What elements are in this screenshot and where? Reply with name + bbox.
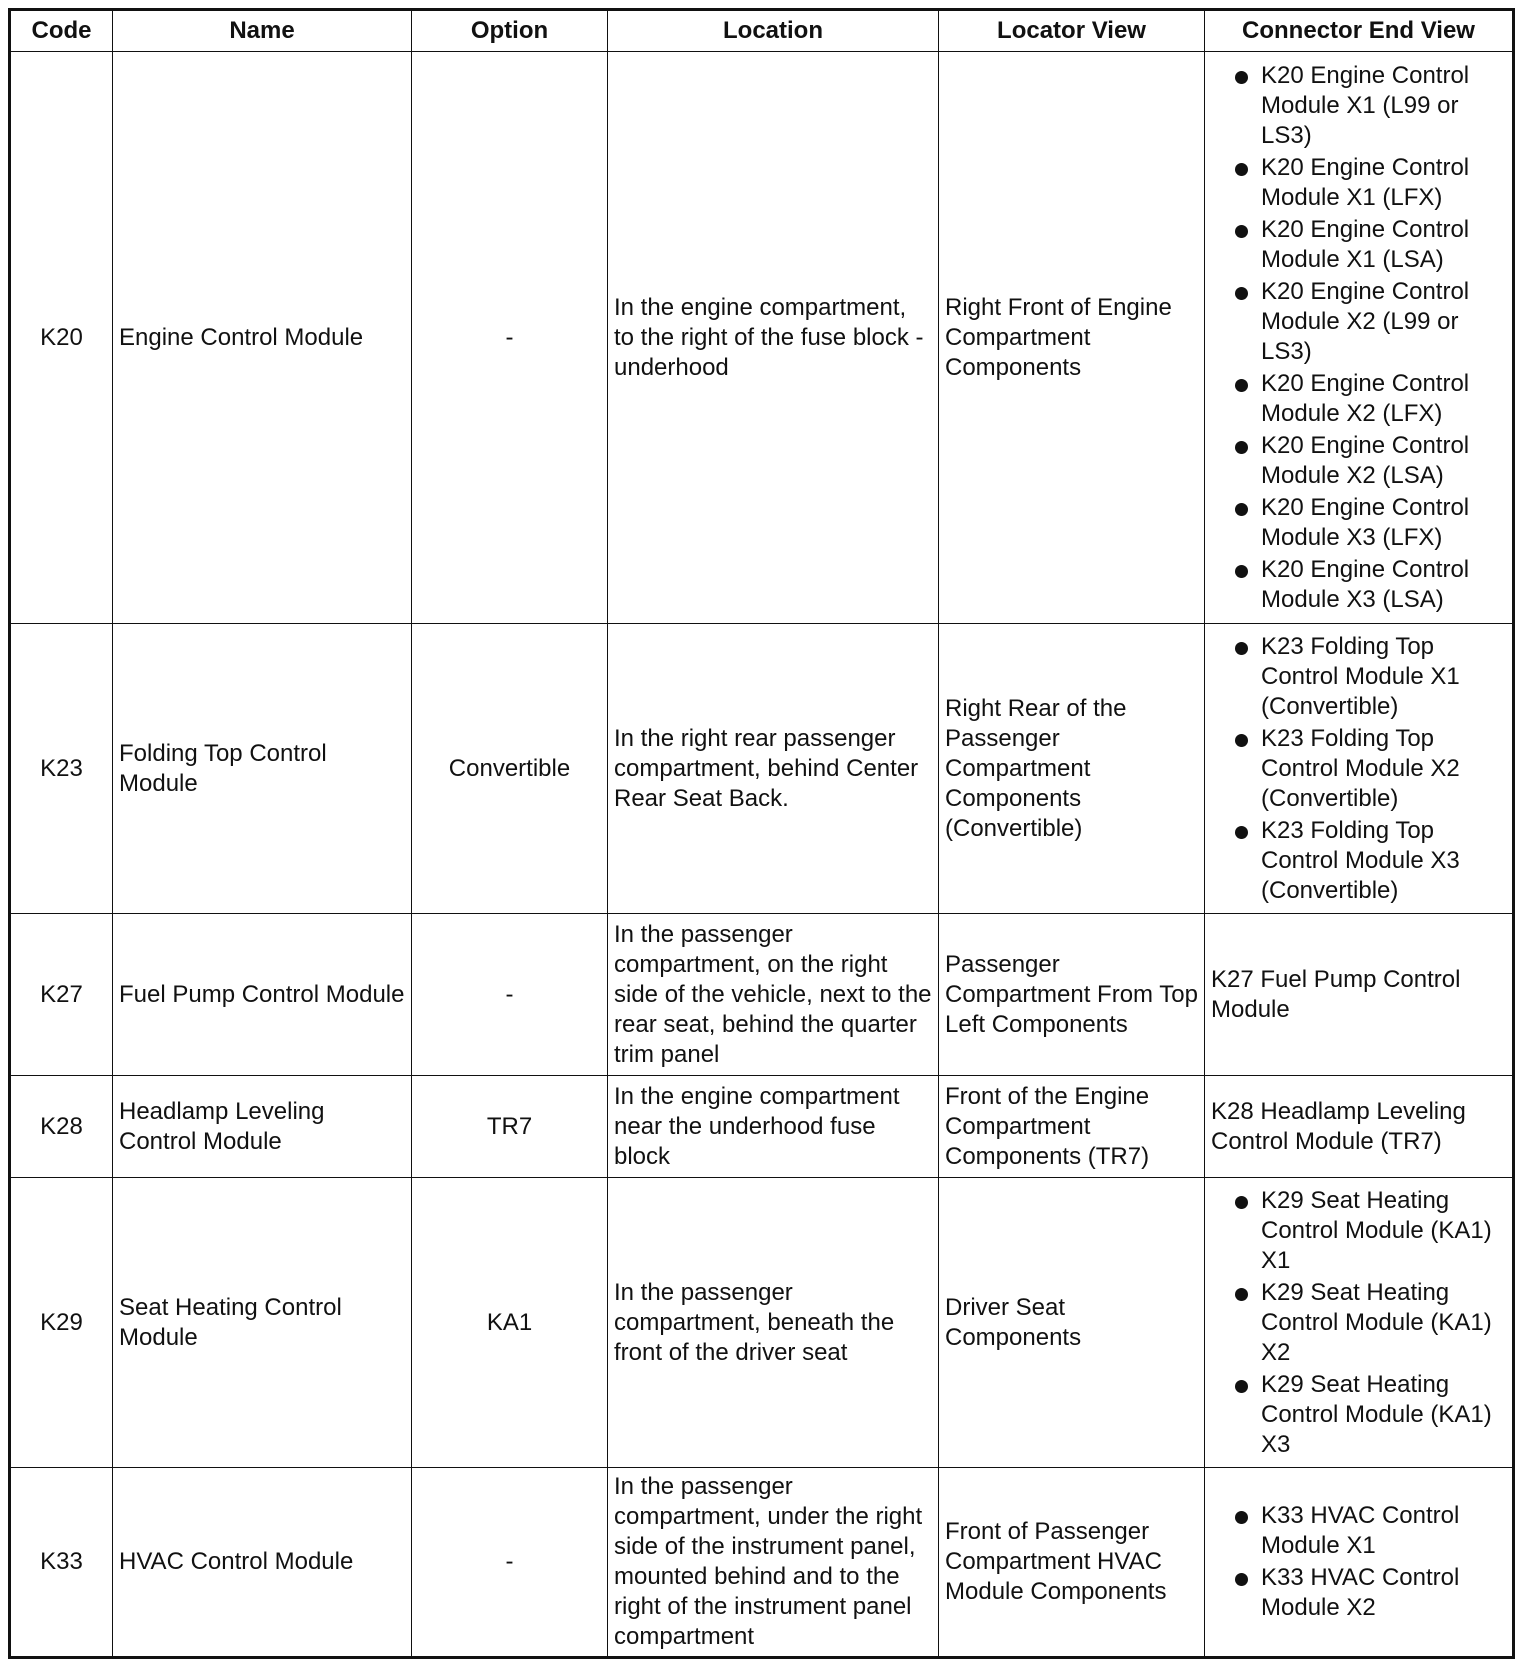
list-item <box>1211 816 1506 906</box>
list-item <box>1211 555 1506 615</box>
list-item <box>1211 277 1506 367</box>
header-connector-end-view: Connector End View <box>1205 10 1514 52</box>
cell-code: K20 <box>10 52 113 624</box>
bullet-icon <box>1235 503 1248 516</box>
bullet-icon <box>1235 71 1248 84</box>
cell-locator-view <box>939 914 1205 1076</box>
list-item <box>1211 493 1506 553</box>
list-item <box>1211 215 1506 275</box>
bullet-icon <box>1235 441 1248 454</box>
cell-code: K29 <box>10 1178 113 1468</box>
list-item <box>1211 61 1506 151</box>
table-row <box>10 624 1514 914</box>
bullet-icon <box>1235 1511 1248 1524</box>
bullet-icon <box>1235 1573 1248 1586</box>
cell-location: In the passenger compartment, beneath the front of the driver seat <box>608 1178 939 1468</box>
cell-code: K23 <box>10 624 113 914</box>
header-name: Name <box>113 10 412 52</box>
table-row <box>10 1076 1514 1178</box>
connector-link[interactable]: K20 Engine Control Module X3 (LSA) <box>1261 555 1470 613</box>
connector-list <box>1211 61 1506 615</box>
cell-option: Convertible <box>412 624 608 914</box>
cell-connector-end-view <box>1205 1178 1514 1468</box>
cell-name: Seat Heating Control Module <box>113 1178 412 1468</box>
cell-location: In the right rear passenger compartment, behind Center Rear Seat Back. <box>608 624 939 914</box>
header-row <box>10 10 1514 52</box>
bullet-icon <box>1235 379 1248 392</box>
locator-view-link[interactable]: Passenger Compartment From Top Left Components <box>945 950 1198 1038</box>
cell-locator-view <box>939 1178 1205 1468</box>
locator-view-link[interactable]: Driver Seat Components <box>945 1293 1082 1351</box>
list-item <box>1211 1278 1506 1368</box>
connector-list <box>1211 1501 1506 1623</box>
connector-link[interactable]: K27 Fuel Pump Control Module <box>1211 965 1461 1023</box>
header-option: Option <box>412 10 608 52</box>
locator-view-link[interactable]: Front of the Engine Compartment Components (TR7) <box>945 1082 1150 1170</box>
cell-option: - <box>412 52 608 624</box>
connector-link[interactable]: K29 Seat Heating Control Module (KA1) X3 <box>1261 1370 1492 1458</box>
connector-link[interactable]: K20 Engine Control Module X2 (L99 or LS3) <box>1261 277 1470 365</box>
cell-location: In the passenger compartment, under the right side of the instrument panel, mounted behind and to the right of the instrument panel compartment <box>608 1468 939 1658</box>
connector-link[interactable]: K23 Folding Top Control Module X2 (Convertible) <box>1261 724 1460 812</box>
list-item <box>1211 1501 1506 1561</box>
cell-locator-view <box>939 1468 1205 1658</box>
bullet-icon <box>1235 734 1248 747</box>
list-item <box>1211 153 1506 213</box>
connector-link[interactable]: K23 Folding Top Control Module X3 (Convertible) <box>1261 816 1460 904</box>
table-row <box>10 1178 1514 1468</box>
table-row <box>10 1468 1514 1658</box>
list-item <box>1211 369 1506 429</box>
bullet-icon <box>1235 287 1248 300</box>
bullet-icon <box>1235 1380 1248 1393</box>
connector-link[interactable]: K20 Engine Control Module X1 (LSA) <box>1261 215 1470 273</box>
bullet-icon <box>1235 1288 1248 1301</box>
list-item <box>1211 1563 1506 1623</box>
cell-connector-end-view <box>1205 1076 1514 1178</box>
locator-view-link[interactable]: Right Rear of the Passenger Compartment Components (Convertible) <box>945 694 1127 842</box>
cell-option: TR7 <box>412 1076 608 1178</box>
cell-name: Engine Control Module <box>113 52 412 624</box>
cell-locator-view <box>939 52 1205 624</box>
bullet-icon <box>1235 225 1248 238</box>
connector-link[interactable]: K28 Headlamp Leveling Control Module (TR7) <box>1211 1097 1466 1155</box>
connector-link[interactable]: K33 HVAC Control Module X2 <box>1261 1564 1460 1621</box>
cell-option: - <box>412 1468 608 1658</box>
list-item <box>1211 1186 1506 1276</box>
locator-view-link[interactable]: Front of Passenger Compartment HVAC Module Components <box>945 1518 1167 1605</box>
cell-location: In the engine compartment near the underhood fuse block <box>608 1076 939 1178</box>
cell-name: Headlamp Leveling Control Module <box>113 1076 412 1178</box>
bullet-icon <box>1235 826 1248 839</box>
cell-name: Folding Top Control Module <box>113 624 412 914</box>
connector-link[interactable]: K29 Seat Heating Control Module (KA1) X2 <box>1261 1278 1492 1366</box>
list-item <box>1211 1370 1506 1460</box>
connector-link[interactable]: K20 Engine Control Module X2 (LFX) <box>1261 369 1470 427</box>
component-locator-table <box>8 8 1515 1659</box>
cell-option: KA1 <box>412 1178 608 1468</box>
connector-list <box>1211 1186 1506 1460</box>
connector-link[interactable]: K33 HVAC Control Module X1 <box>1261 1502 1460 1559</box>
connector-link[interactable]: K20 Engine Control Module X3 (LFX) <box>1261 493 1470 551</box>
header-location: Location <box>608 10 939 52</box>
cell-code: K28 <box>10 1076 113 1178</box>
cell-code: K27 <box>10 914 113 1076</box>
cell-code: K33 <box>10 1468 113 1658</box>
table-row <box>10 52 1514 624</box>
bullet-icon <box>1235 565 1248 578</box>
cell-location: In the engine compartment, to the right of the fuse block - underhood <box>608 52 939 624</box>
list-item <box>1211 632 1506 722</box>
bullet-icon <box>1235 1196 1248 1209</box>
connector-link[interactable]: K23 Folding Top Control Module X1 (Convertible) <box>1261 632 1460 720</box>
cell-name: Fuel Pump Control Module <box>113 914 412 1076</box>
cell-connector-end-view <box>1205 624 1514 914</box>
cell-option: - <box>412 914 608 1076</box>
cell-connector-end-view <box>1205 914 1514 1076</box>
connector-list <box>1211 632 1506 906</box>
connector-link[interactable]: K29 Seat Heating Control Module (KA1) X1 <box>1261 1186 1492 1274</box>
cell-connector-end-view <box>1205 1468 1514 1658</box>
cell-locator-view <box>939 1076 1205 1178</box>
connector-link[interactable]: K20 Engine Control Module X1 (L99 or LS3) <box>1261 61 1470 149</box>
connector-link[interactable]: K20 Engine Control Module X1 (LFX) <box>1261 153 1470 211</box>
header-locator-view: Locator View <box>939 10 1205 52</box>
header-code: Code <box>10 10 113 52</box>
cell-connector-end-view <box>1205 52 1514 624</box>
table-row <box>10 914 1514 1076</box>
connector-link[interactable]: K20 Engine Control Module X2 (LSA) <box>1261 431 1470 489</box>
cell-locator-view <box>939 624 1205 914</box>
list-item <box>1211 724 1506 814</box>
list-item <box>1211 431 1506 491</box>
bullet-icon <box>1235 163 1248 176</box>
bullet-icon <box>1235 642 1248 655</box>
cell-location: In the passenger compartment, on the right side of the vehicle, next to the rear seat, behind the quarter trim panel <box>608 914 939 1076</box>
cell-name: HVAC Control Module <box>113 1468 412 1658</box>
locator-view-link[interactable]: Right Front of Engine Compartment Components <box>945 293 1172 381</box>
